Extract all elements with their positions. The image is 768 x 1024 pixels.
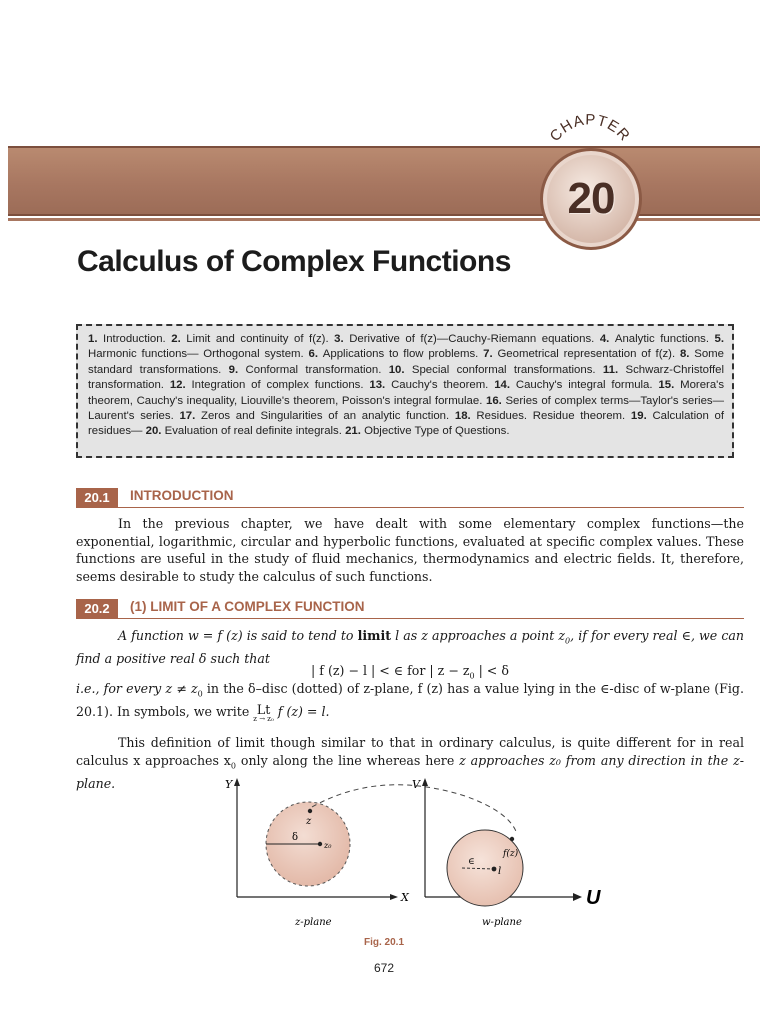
z0-label: z₀ — [324, 841, 332, 850]
contents-item: 15. Morera's theorem, Cauchy's inequality, Liouville's theorem, Poisson's integral formulae. — [88, 379, 725, 407]
limit-explanation: i.e., for every $z \ne z_0$ in the δ–disc (dotted) of z-plane, f (z) has a value lying in the ∈-disc of w-plane (Fig. 20.1). In symbols, we write Lt z → z₀ f (z) = l. — [76, 681, 744, 724]
svg-text:CHAPTER — [547, 111, 634, 145]
z-point — [308, 809, 312, 813]
contents-item: 4. Analytic functions. — [599, 333, 715, 345]
chapter-banner — [8, 146, 760, 216]
section-heading: INTRODUCTION — [130, 488, 234, 503]
w-plane-v-arrow — [422, 778, 428, 786]
section-rule — [76, 618, 744, 619]
chapter-title: Calculus of Complex Functions — [77, 245, 511, 278]
limit-comparison-paragraph: This definition of limit though similar to that in ordinary calculus, is quite different for in real calculus x approaches $x_0$ only along the line whereas here z approaches z₀ from any direction in the z-plane. — [76, 735, 744, 791]
contents-item: 7. Geometrical representation of f(z). — [483, 348, 680, 361]
contents-item: 10. Special conformal transformations. — [388, 363, 603, 376]
limit-definition: A function w = f (z) is said to tend to limit l as z approaches a point $z_0$, if for every real ∈, we can find a positive real δ such that — [76, 628, 744, 667]
z-label: z — [306, 816, 312, 827]
contents-item: 14. Cauchy's integral formula. — [494, 379, 659, 392]
figure-caption: Fig. 20.1 — [363, 937, 404, 948]
delta-label: δ — [292, 832, 299, 843]
section-number: 20.2 — [76, 599, 118, 618]
contents-item: 3. Derivative of f(z)—Cauchy-Riemann equations. — [334, 333, 600, 345]
epsilon-disc — [447, 830, 523, 906]
chapter-contents-box — [76, 324, 734, 458]
contents-item: 12. Integration of complex functions. — [169, 379, 370, 392]
banner-underline — [8, 218, 760, 221]
chapter-contents-list — [88, 332, 724, 440]
z-plane-y-arrow — [234, 778, 240, 786]
contents-item: 11. Schwarz-Christoffel transformation. — [88, 363, 725, 392]
contents-item: 19. Calculation of residues— — [88, 410, 724, 438]
z-plane-caption: z-plane — [295, 917, 332, 928]
contents-item: 8. Some standard transformations. — [88, 348, 724, 376]
contents-item: 2. Limit and continuity of f(z). — [171, 333, 335, 345]
contents-item: 17. Zeros and Singularities of an analytic function. — [179, 410, 455, 423]
w-plane-u-label: U — [586, 887, 601, 909]
l-label: l — [498, 866, 502, 877]
figure-20-1 — [220, 774, 620, 934]
limit-condition: | f (z) − l | < ∈ for | $z - z_0$ | < δ — [311, 663, 509, 681]
chapter-badge — [540, 148, 642, 250]
w-plane-caption: w-plane — [482, 917, 522, 928]
epsilon-label: ∈ — [468, 857, 475, 867]
introduction-paragraph: In the previous chapter, we have dealt with some elementary complex functions—the exponential, logarithmic, circular and hyperbolic functions, evaluated at specific complex values. These functions are useful in the study of fluid mechanics, thermodynamics and electric fields. It, therefore, seems desirable to study the calculus of such functions. — [76, 516, 744, 584]
fz-point — [510, 837, 514, 841]
contents-item: 16. Series of complex terms—Taylor's series—Laurent's series. — [88, 394, 724, 423]
chapter-word: CHAPTER — [546, 111, 634, 145]
z0-point — [318, 842, 322, 846]
contents-item: 20. Evaluation of real definite integrals. — [145, 425, 346, 438]
contents-item: 18. Residues. Residue theorem. — [454, 410, 631, 423]
contents-item: 6. Applications to flow problems. — [308, 348, 484, 361]
section-rule — [76, 507, 744, 508]
chapter-word-arc — [540, 108, 640, 152]
chapter-number: 20 — [567, 174, 615, 223]
z-plane-x-label: X — [401, 891, 409, 904]
contents-item: 13. Cauchy's theorem. — [369, 379, 495, 392]
z-plane-x-arrow — [390, 894, 398, 900]
w-plane-v-label: V — [412, 778, 420, 791]
contents-item: 9. Conformal transformation. — [228, 363, 389, 376]
z-plane-y-label: Y — [225, 778, 233, 791]
fz-label: f(z) — [503, 849, 519, 859]
l-point — [492, 867, 497, 872]
page-number: 672 — [373, 961, 395, 975]
contents-item: 5. Harmonic functions— Orthogonal system. — [88, 333, 725, 361]
w-plane-u-arrow — [573, 893, 582, 901]
section-number: 20.1 — [76, 488, 118, 507]
contents-item: 1. Introduction. — [88, 333, 172, 345]
section-heading: (1) LIMIT OF A COMPLEX FUNCTION — [130, 599, 365, 614]
contents-item: 21. Objective Type of Questions. — [345, 425, 510, 438]
